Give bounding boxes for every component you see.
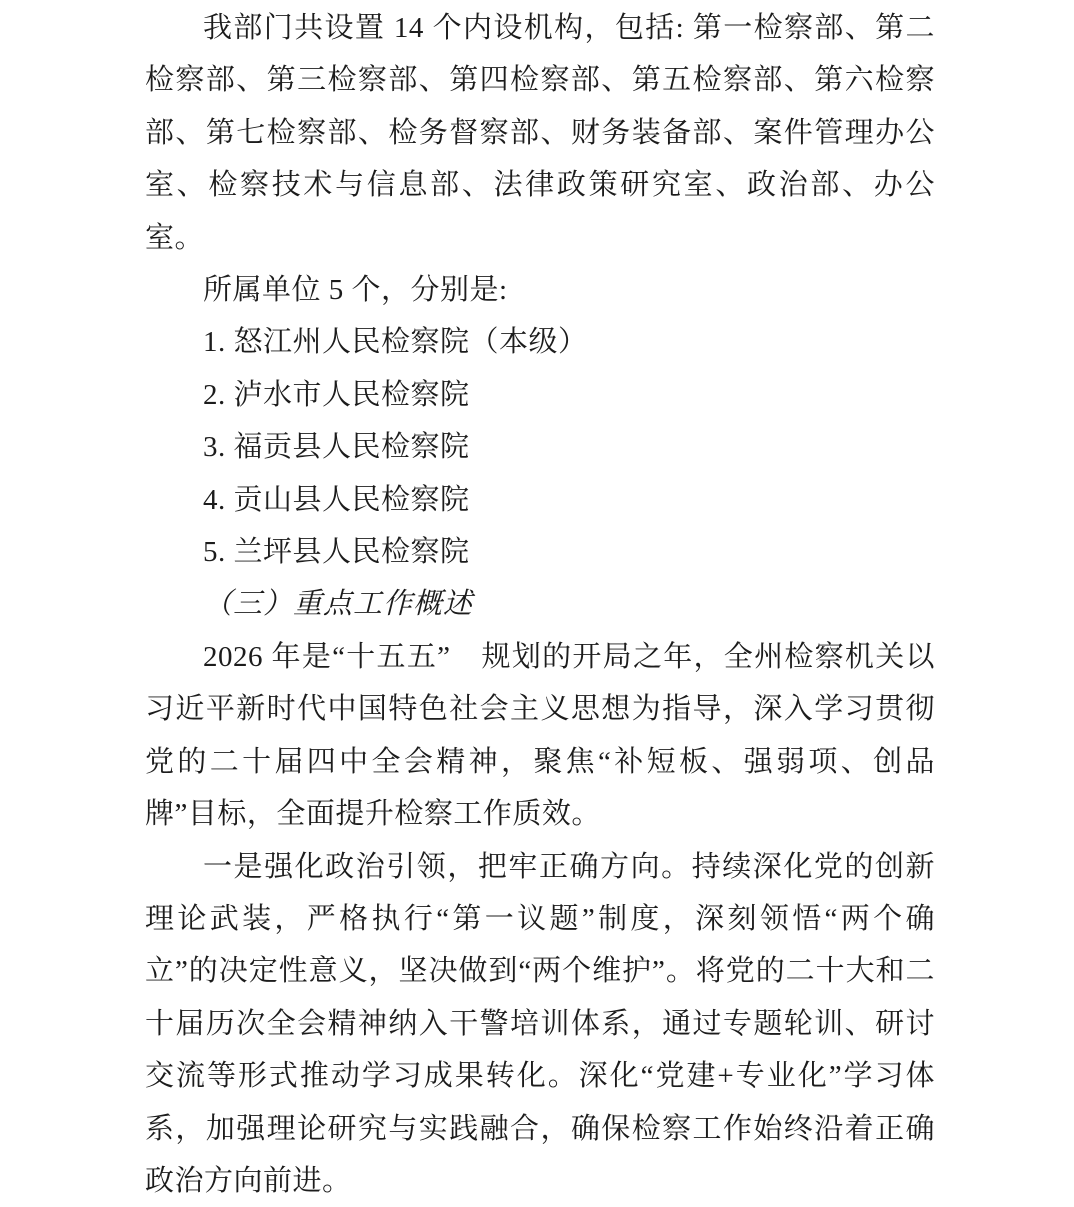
unit-list-item-2: 2. 泸水市人民检察院 (145, 369, 935, 421)
work-item-paragraph: 一是强化政治引领，把牢正确方向。持续深化党的创新理论武装，严格执行“第一议题”制度，深刻领悟“两个确立”的决定性意义，坚决做到“两个维护”。将党的二十大和二十届历次全会精神纳入干警培训体系，通过专题轮训、研讨交流等形式推动学习成果转化。深化“党建+专业化”学习体系，加强理论研究与实践融合，确保检察工作始终沿着正确政治方向前进。 (145, 841, 935, 1207)
unit-list-item-4: 4. 贡山县人民检察院 (145, 474, 935, 526)
intro-paragraph: 我部门共设置 14 个内设机构，包括: 第一检察部、第二检察部、第三检察部、第四检察部、第五检察部、第六检察部、第七检察部、检务督察部、财务装备部、案件管理办公室、检察技术与信息部、法律政策研究室、政治部、办公室。 (145, 2, 935, 264)
unit-list-item-3: 3. 福贡县人民检察院 (145, 421, 935, 473)
section-heading: （三）重点工作概述 (145, 578, 935, 630)
unit-list-item-5: 5. 兰坪县人民检察院 (145, 526, 935, 578)
unit-list-item-1: 1. 怒江州人民检察院（本级） (145, 316, 935, 368)
overview-paragraph: 2026 年是“十五五” 规划的开局之年，全州检察机关以习近平新时代中国特色社会主义思想为指导，深入学习贯彻党的二十届四中全会精神，聚焦“补短板、强弱项、创品牌”目标，全面提升检察工作质效。 (145, 631, 935, 841)
units-intro-paragraph: 所属单位 5 个，分别是: (145, 264, 935, 316)
